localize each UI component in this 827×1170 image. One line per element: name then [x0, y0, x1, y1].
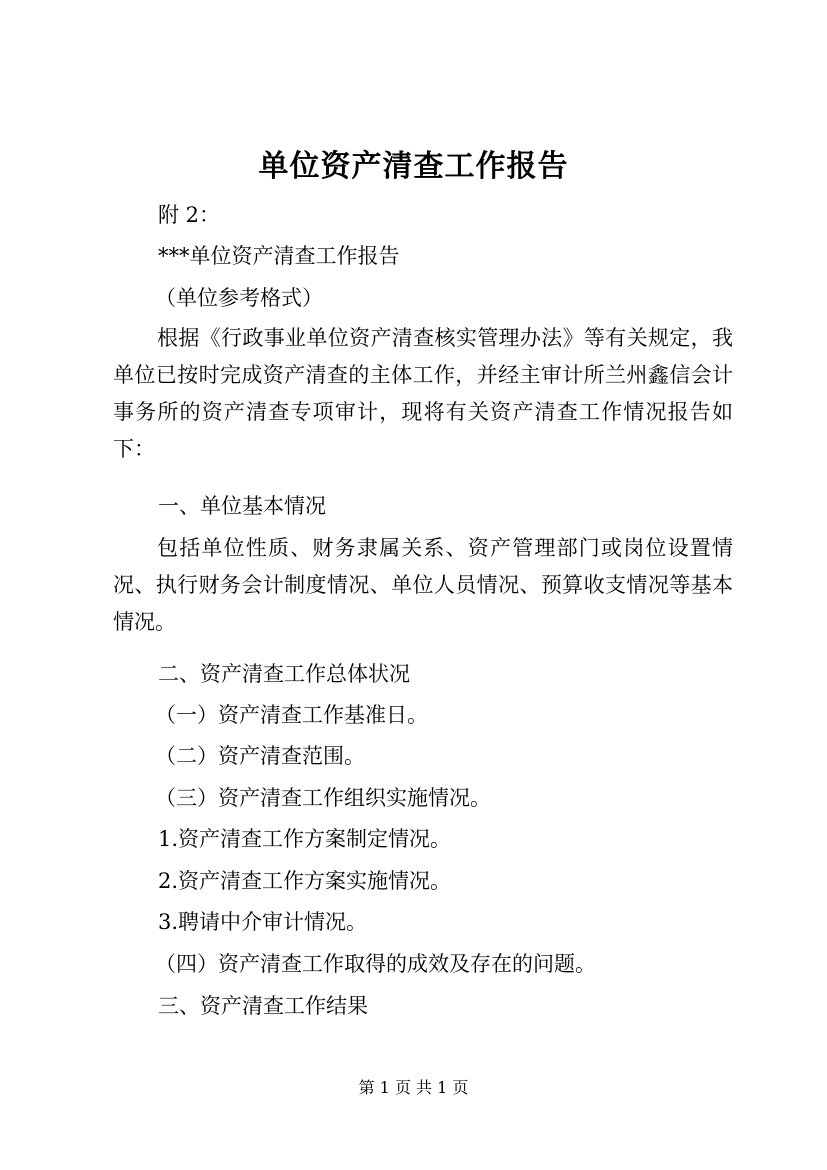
section3-heading: 三、资产清查工作结果 — [158, 994, 368, 1018]
section1-paragraph: 包括单位性质、财务隶属关系、资产管理部门或岗位设置情况、执行财务会计制度情况、单位人员情况、预算收支情况等基本情况。 — [113, 536, 733, 634]
section2-item-3: （三）资产清查工作组织实施情况。 — [155, 786, 491, 810]
report-subtitle: ***单位资产清查工作报告 — [158, 244, 400, 268]
section2-item-1: （一）资产清查工作基准日。 — [155, 703, 428, 727]
section2-heading: 二、资产清查工作总体状况 — [158, 662, 410, 686]
section2-item-2: （二）资产清查范围。 — [155, 744, 365, 768]
format-note: （单位参考格式） — [155, 286, 323, 310]
section1-heading: 一、单位基本情况 — [158, 494, 326, 518]
document-title: 单位资产清查工作报告 — [258, 149, 569, 184]
page-number: 第 1 页 共 1 页 — [358, 1078, 469, 1097]
intro-paragraph: 根据《行政事业单位资产清查核实管理办法》等有关规定，我单位已按时完成资产清查的主体工作，并经主审计所兰州鑫信会计事务所的资产清查专项审计，现将有关资产清查工作情况报告如下： — [113, 326, 733, 461]
section2-item-4: （四）资产清查工作取得的成效及存在的问题。 — [155, 952, 596, 976]
section2-subitem-3: 3.聘请中介审计情况。 — [158, 910, 368, 934]
section2-subitem-2: 2.资产清查工作方案实施情况。 — [158, 869, 452, 893]
section2-subitem-1: 1.资产清查工作方案制定情况。 — [158, 827, 452, 851]
attachment-label: 附 2： — [158, 203, 221, 227]
